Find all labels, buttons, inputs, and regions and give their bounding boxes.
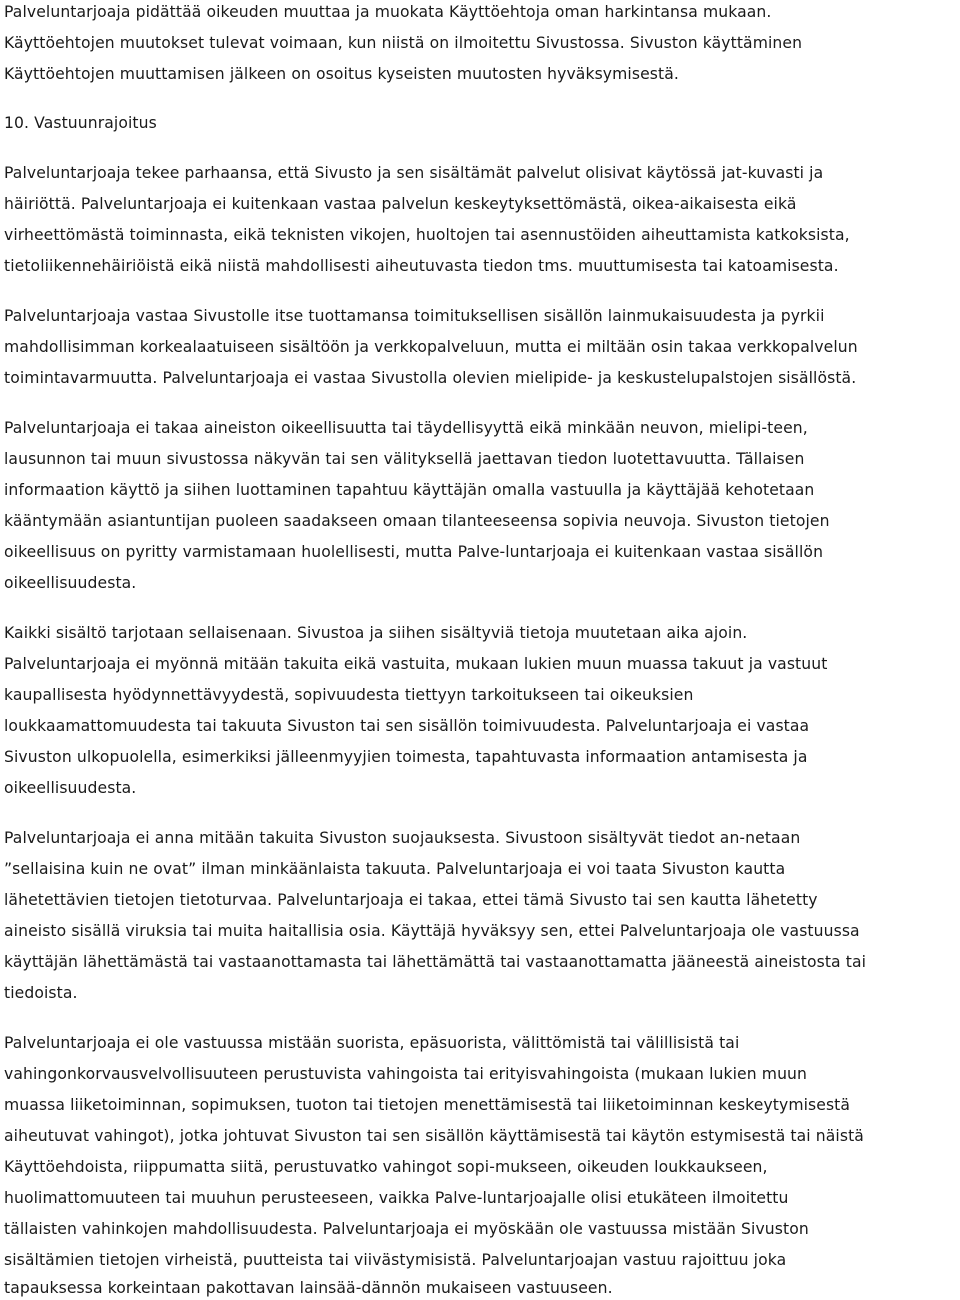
text-line: oikeellisuudesta. [4,574,137,592]
text-line: kääntymään asiantuntijan puoleen saadakseen omaan tilanteeseensa sopivia neuvoja. Sivuston tietojen [4,512,830,530]
text-line: vahingonkorvausvelvollisuuteen perustuvista vahingoista tai erityisvahingoista (mukaan lukien muun [4,1065,808,1083]
text-line: Palveluntarjoaja ei takaa aineiston oikeellisuutta tai täydellisyyttä eikä minkään neuvon, mielipi-teen, [4,419,808,437]
text-line: Kaikki sisältö tarjotaan sellaisenaan. Sivustoa ja siihen sisältyviä tietoja muutetaan aika ajoin. [4,624,748,642]
text-line: Palveluntarjoaja pidättää oikeuden muuttaa ja muokata Käyttöehtoja oman harkintansa mukaan. [4,3,772,21]
text-line: oikeellisuus on pyritty varmistamaan huolellisesti, mutta Palve-luntarjoaja ei kuitenkaan vastaa sisällön [4,543,824,561]
text-line: oikeellisuudesta. [4,779,137,797]
text-line: Palveluntarjoaja tekee parhaansa, että Sivusto ja sen sisältämät palvelut olisivat käytössä jat-kuvasti ja [4,164,824,182]
text-line: sisältämien tietojen virheistä, puutteista tai viivästymisistä. Palveluntarjoajan vastuu rajoittuu joka [4,1251,787,1269]
text-line: tiedoista. [4,984,78,1002]
text-line: virheettömästä toiminnasta, eikä teknisten vikojen, huoltojen tai asennustöiden aiheuttamista katkoksista, [4,226,850,244]
section-heading: 10. Vastuunrajoitus [4,114,157,132]
text-line: Palveluntarjoaja ei ole vastuussa mistään suorista, epäsuorista, välittömistä tai välillisistä tai [4,1034,740,1052]
text-line: Käyttöehdoista, riippumatta siitä, perustuvatko vahingot sopi-mukseen, oikeuden loukkaukseen, [4,1158,768,1176]
text-line: tapauksessa korkeintaan pakottavan lainsää-dännön mukaiseen vastuuseen. [4,1279,613,1297]
text-line: Palveluntarjoaja ei myönnä mitään takuita eikä vastuita, mukaan lukien muun muassa takuut ja vastuut [4,655,828,673]
text-line: häiriöttä. Palveluntarjoaja ei kuitenkaan vastaa palvelun keskeytyksettömästä, oikea-aikaisesta eikä [4,195,797,213]
text-line: huolimattomuuteen tai muuhun perusteeseen, vaikka Palve-luntarjoajalle olisi etukäteen ilmoitettu [4,1189,789,1207]
text-line: Käyttöehtojen muuttamisen jälkeen on osoitus kyseisten muutosten hyväksymisestä. [4,65,679,83]
text-line: lähetettävien tietojen tietoturvaa. Palveluntarjoaja ei takaa, ettei tämä Sivusto tai sen kautta lähetetty [4,891,818,909]
text-line: aiheutuvat vahingot), jotka johtuvat Sivuston tai sen sisällön käyttämisestä tai käytön estymisestä tai näistä [4,1127,864,1145]
text-line: aineisto sisällä viruksia tai muita haitallisia osia. Käyttäjä hyväksyy sen, ettei Palveluntarjoaja ole vastuussa [4,922,860,940]
text-line: ”sellaisina kuin ne ovat” ilman minkäänlaista takuuta. Palveluntarjoaja ei voi taata Sivuston kautta [4,860,786,878]
text-line: Sivuston ulkopuolella, esimerkiksi jälleenmyyjien toimesta, tapahtuvasta informaation antamisesta ja [4,748,808,766]
text-line: kaupallisesta hyödynnettävyydestä, sopivuudesta tiettyyn tarkoitukseen tai oikeuksien [4,686,694,704]
text-line: tällaisten vahinkojen mahdollisuudesta. Palveluntarjoaja ei myöskään ole vastuussa mistään Sivuston [4,1220,809,1238]
text-line: Käyttöehtojen muutokset tulevat voimaan, kun niistä on ilmoitettu Sivustossa. Sivuston käyttäminen [4,34,803,52]
text-line: lausunnon tai muun sivustossa näkyvän tai sen välityksellä jaettavan tiedon luotettavuutta. Tällaisen [4,450,805,468]
text-line: käyttäjän lähettämästä tai vastaanottamasta tai lähettämättä tai vastaanottamatta jääneestä aineistosta tai [4,953,867,971]
text-line: tietoliikennehäiriöistä eikä niistä mahdollisesti aiheutuvasta tiedon tms. muuttumisesta tai katoamisesta. [4,257,839,275]
text-line: toimintavarmuutta. Palveluntarjoaja ei vastaa Sivustolla olevien mielipide- ja keskustelupalstojen sisällöstä. [4,369,857,387]
text-line: Palveluntarjoaja vastaa Sivustolle itse tuottamansa toimituksellisen sisällön lainmukaisuudesta ja pyrkii [4,307,825,325]
text-line: mahdollisimman korkealaatuiseen sisältöön ja verkkopalveluun, mutta ei miltään osin takaa verkkopalvelun [4,338,858,356]
text-line: muassa liiketoiminnan, sopimuksen, tuoton tai tietojen menettämisestä tai liiketoiminnan keskeytymisestä [4,1096,851,1114]
text-line: loukkaamattomuudesta tai takuuta Sivuston tai sen sisällön toimivuudesta. Palveluntarjoaja ei vastaa [4,717,810,735]
text-line: informaation käyttö ja siihen luottaminen tapahtuu käyttäjän omalla vastuulla ja käyttäjää kehotetaan [4,481,815,499]
text-line: Palveluntarjoaja ei anna mitään takuita Sivuston suojauksesta. Sivustoon sisältyvät tiedot an-netaan [4,829,801,847]
